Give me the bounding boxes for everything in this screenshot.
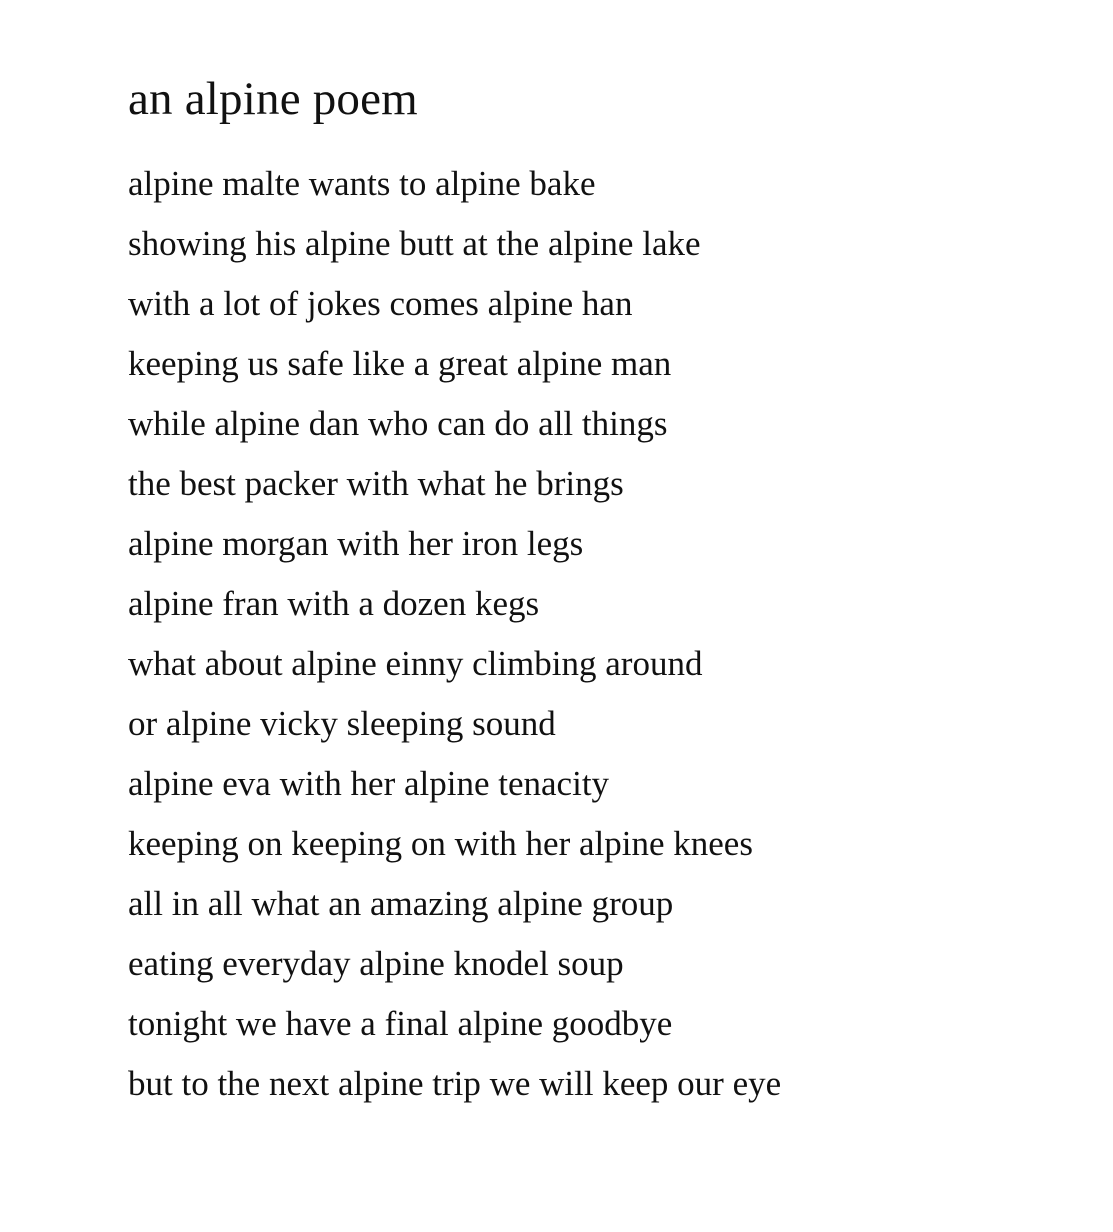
poem-line: alpine eva with her alpine tenacity xyxy=(128,764,610,803)
poem-line: while alpine dan who can do all things xyxy=(128,404,668,443)
poem-line: eating everyday alpine knodel soup xyxy=(128,944,624,983)
poem-line: keeping on keeping on with her alpine knees xyxy=(128,824,753,863)
poem-line: all in all what an amazing alpine group xyxy=(128,884,674,923)
poem-line: but to the next alpine trip we will keep our eye xyxy=(128,1064,782,1103)
poem-line: tonight we have a final alpine goodbye xyxy=(128,1004,673,1043)
poem-line: or alpine vicky sleeping sound xyxy=(128,704,556,743)
poem-line: with a lot of jokes comes alpine han xyxy=(128,284,633,323)
poem-line: alpine fran with a dozen kegs xyxy=(128,584,540,623)
poem-line: alpine malte wants to alpine bake xyxy=(128,164,596,203)
poem-line: alpine morgan with her iron legs xyxy=(128,524,584,563)
poem xyxy=(128,64,1068,1114)
poem-line: keeping us safe like a great alpine man xyxy=(128,344,672,383)
poem-line: the best packer with what he brings xyxy=(128,464,624,503)
poem-lines xyxy=(128,154,1068,1114)
poem-line: what about alpine einny climbing around xyxy=(128,644,703,683)
poem-line: showing his alpine butt at the alpine lake xyxy=(128,224,701,263)
poem-title: an alpine poem xyxy=(128,73,418,125)
